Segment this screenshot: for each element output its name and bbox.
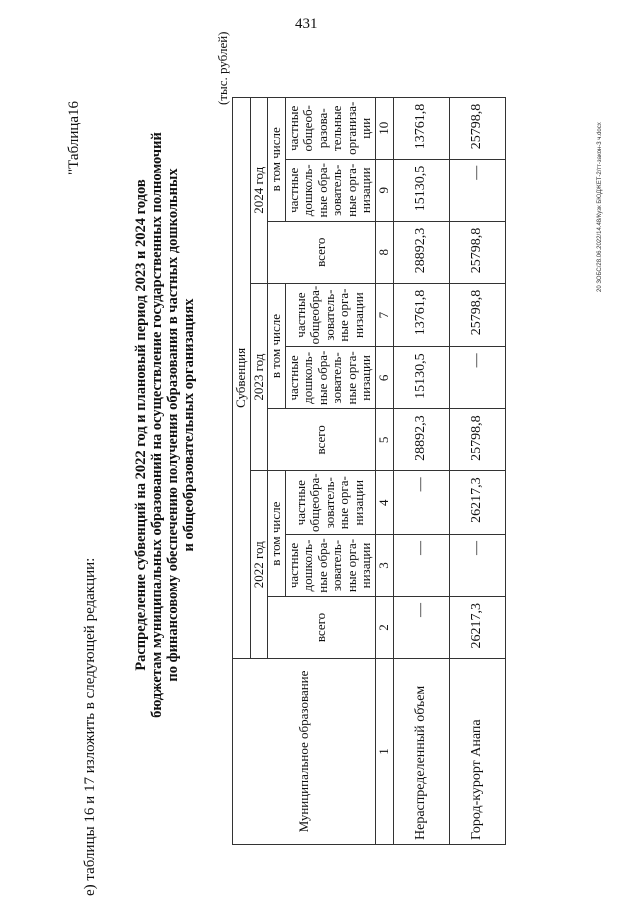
- col-number: 1: [375, 659, 393, 845]
- cell-value: 25798,8: [449, 97, 505, 159]
- header-total-2024: всего: [268, 221, 376, 283]
- table-label: "Таблица16: [66, 100, 82, 175]
- header-year-2024: 2024 год: [250, 97, 268, 283]
- col-number: 5: [375, 409, 393, 471]
- cell-value: 28892,3: [393, 409, 449, 471]
- row-name: Город-курорт Анапа: [449, 659, 505, 845]
- col-number: 6: [375, 347, 393, 409]
- intro-text: е) таблицы 16 и 17 изложить в следующей редакции:: [82, 557, 98, 896]
- cell-value: —: [393, 471, 449, 535]
- row-name: Нераспределенный объем: [393, 659, 449, 845]
- cell-value: 25798,8: [449, 283, 505, 347]
- title-line: и общеобразовательных организациях: [181, 298, 197, 552]
- col-number: 10: [375, 97, 393, 159]
- cell-value: 13761,8: [393, 283, 449, 347]
- units-label: (тыс. рублей): [215, 31, 230, 105]
- cell-value: —: [393, 535, 449, 597]
- cell-value: —: [449, 535, 505, 597]
- header-total-2023: всего: [268, 409, 376, 471]
- table-row: [393, 97, 449, 844]
- page-number: 431: [295, 16, 318, 32]
- col-number: 2: [375, 597, 393, 659]
- header-year-2023: 2023 год: [250, 283, 268, 471]
- header-preschool-2024: частные дошколь-ные обра-зователь-ные орга-низации: [285, 159, 375, 221]
- document-title: [133, 5, 197, 845]
- cell-value: 26217,3: [449, 597, 505, 659]
- col-number: 4: [375, 471, 393, 535]
- header-preschool-2022: частные дошколь-ные обра-зователь-ные орга-низации: [285, 535, 375, 597]
- header-general-2023: частные общеобра-зователь-ные орга-низации: [285, 283, 375, 347]
- cell-value: —: [393, 597, 449, 659]
- header-general-2022: частные общеобра-зователь-ные орга-низации: [285, 471, 375, 535]
- col-number: 3: [375, 535, 393, 597]
- cell-value: —: [449, 159, 505, 221]
- title-line: по финансовому обеспечению получения образования в частных дошкольных: [165, 168, 181, 682]
- cell-value: 26217,3: [449, 471, 505, 535]
- header-preschool-2023: частные дошколь-ные обра-зователь-ные орга-низации: [285, 347, 375, 409]
- cell-value: —: [449, 347, 505, 409]
- side-note-text: 20 ЗОБС/28.06.2022/14.48/Кузк БЮДЖЕТ-2/тт-закон-3 ч.docx: [597, 122, 603, 292]
- header-municipality: Муниципальное образование: [233, 659, 376, 845]
- header-total-2022: всего: [268, 597, 376, 659]
- col-number: 9: [375, 159, 393, 221]
- table-row: [449, 97, 505, 844]
- title-line: Распределение субвенций на 2022 год и плановый период 2023 и 2024 годов: [133, 179, 149, 671]
- header-year-2022: 2022 год: [250, 471, 268, 659]
- header-including-2022: в том числе: [268, 471, 286, 597]
- subvention-table: [232, 97, 506, 845]
- header-including-2024: в том числе: [268, 97, 286, 221]
- cell-value: 25798,8: [449, 409, 505, 471]
- header-general-2024: частные общеоб-разова-тельные организа-ции: [285, 97, 375, 159]
- cell-value: 28892,3: [393, 221, 449, 283]
- title-line: бюджетам муниципальных образований на осуществление государственных полномочий: [149, 132, 165, 718]
- cell-value: 15130,5: [393, 159, 449, 221]
- header-subvention: Субвенция: [233, 97, 251, 658]
- cell-value: 25798,8: [449, 221, 505, 283]
- cell-value: 13761,8: [393, 97, 449, 159]
- header-including-2023: в том числе: [268, 283, 286, 409]
- col-number: 8: [375, 221, 393, 283]
- cell-value: 15130,5: [393, 347, 449, 409]
- col-number: 7: [375, 283, 393, 347]
